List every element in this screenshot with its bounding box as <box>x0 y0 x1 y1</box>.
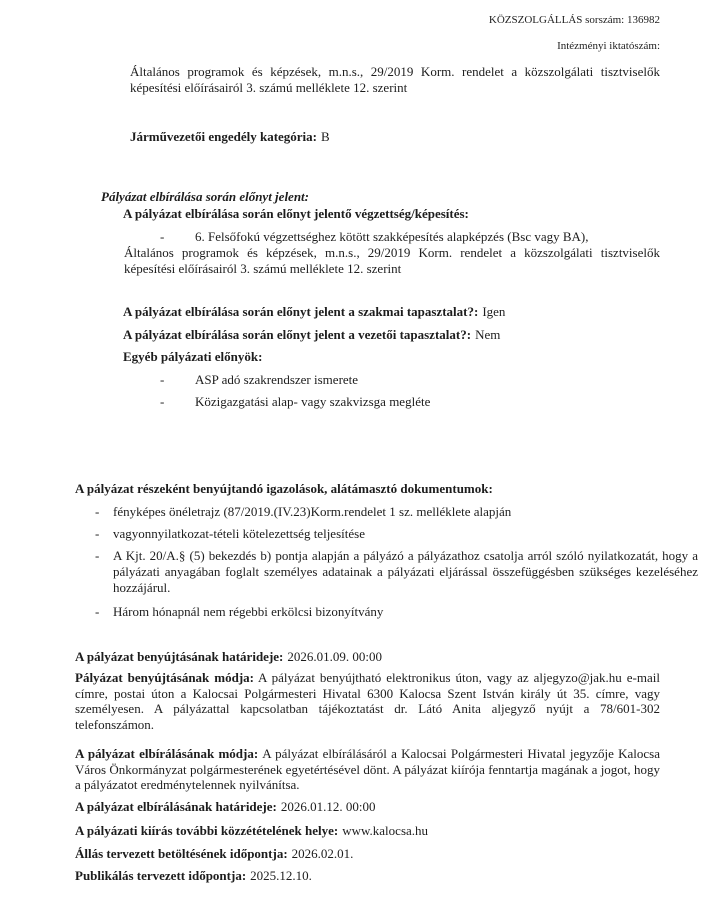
dash-bullet: - <box>160 394 165 409</box>
driving-license-line <box>130 129 330 145</box>
professional-experience-value: Igen <box>482 304 506 319</box>
advantage-item-continuation: Általános programok és képzések, m.n.s., 29/2019 Korm. rendelet a közszolgálati tisztviselők képesítési előírásairól 3. számú melléklete 12. szerint <box>124 245 660 276</box>
dash-bullet: - <box>95 504 100 519</box>
position-start-date-label: Állás tervezett betöltésének időpontja: <box>75 846 288 861</box>
driving-license-value: B <box>321 129 330 144</box>
serial-number-line: KÖZSZOLGÁLLÁS sorszám: 136982 <box>488 14 660 26</box>
publication-date-line <box>75 868 660 884</box>
document-list-item <box>75 604 698 620</box>
document-list-item <box>75 548 698 596</box>
document-item-text: fényképes önéletrajz (87/2019.(IV.23)Korm.rendelet 1 sz. melléklete alapján <box>113 504 512 519</box>
document-item-text: Három hónapnál nem régebbi erkölcsi bizonyítvány <box>113 604 384 619</box>
evaluation-method-label: A pályázat elbírálásának módja: <box>75 746 259 761</box>
required-documents-heading: A pályázat részeként benyújtandó igazolások, alátámasztó dokumentumok: <box>75 481 493 496</box>
leadership-experience-line <box>123 327 500 343</box>
advantages-subheading: A pályázat elbírálása során előnyt jelentő végzettség/képesítés: <box>123 206 469 221</box>
advantage-qualification-item <box>124 229 660 277</box>
position-start-date-value: 2026.02.01. <box>291 846 354 861</box>
advantage-item-first-line <box>124 229 660 245</box>
publication-date-value: 2025.12.10. <box>250 868 312 883</box>
evaluation-deadline-line <box>75 799 660 815</box>
other-advantage-item <box>124 372 713 388</box>
evaluation-method-value: A pályázat elbírálásáról a Kalocsai Polgármesteri Hivatal jegyzője Kalocsa Város Önkormányzat polgármesterének egyetértésével dönt. A pályázat kiírója fenntartja magának a jogot, hogy a pályázatot eredménytelennek nyilvánítsa. <box>75 746 660 793</box>
professional-experience-label: A pályázat elbírálása során előnyt jelent a szakmai tapasztalat?: <box>123 304 479 319</box>
registry-number-label: Intézményi iktatószám: <box>557 40 660 52</box>
publication-date-label: Publikálás tervezett időpontja: <box>75 868 247 883</box>
publication-place-line <box>75 823 660 839</box>
submission-deadline-label: A pályázat benyújtásának határideje: <box>75 649 284 664</box>
evaluation-deadline-label: A pályázat elbírálásának határideje: <box>75 799 277 814</box>
dash-bullet: - <box>95 526 100 541</box>
document-item-text: vagyonnyilatkozat-tételi kötelezettség teljesítése <box>113 526 365 541</box>
dash-bullet: - <box>95 548 100 563</box>
professional-experience-line <box>123 304 505 320</box>
position-start-date-line <box>75 846 660 862</box>
leadership-experience-value: Nem <box>475 327 501 342</box>
submission-method-value: A pályázat benyújtható elektronikus úton, vagy az aljegyzo@jak.hu e-mail címre, postai úton a Kalocsai Polgármesteri Hivatal 6300 Kalocsa Szent István király út 35. címre, vagy személyesen. A pályázattal kapcsolatban tájékoztatást dr. Látó Anita aljegyző nyújt a 78/601-302 telefonszámon. <box>75 670 660 732</box>
advantage-item-first-text: 6. Felsőfokú végzettséghez kötött szakképesítés alapképzés (Bsc vagy BA), <box>195 229 589 244</box>
document-list-item <box>75 504 698 520</box>
publication-place-value: www.kalocsa.hu <box>342 823 429 838</box>
driving-license-label: Járművezetői engedély kategória: <box>130 129 318 144</box>
other-advantage-item <box>124 394 713 410</box>
advantages-heading: Pályázat elbírálása során előnyt jelent: <box>101 189 309 204</box>
dash-bullet: - <box>160 372 165 387</box>
publication-place-label: A pályázati kiírás további közzétételének helye: <box>75 823 339 838</box>
other-advantage-text: ASP adó szakrendszer ismerete <box>195 372 359 387</box>
leadership-experience-label: A pályázat elbírálása során előnyt jelent a vezetői tapasztalat?: <box>123 327 472 342</box>
document-item-text: A Kjt. 20/A.§ (5) bekezdés b) pontja alapján a pályázó a pályázathoz csatolja arról szóló nyilatkozatát, hogy a pályázati anyagában foglalt személyes adatainak a pályázati eljárással összefüggésben szükséges kezeléséhez hozzájárul. <box>113 548 698 595</box>
submission-method-label: Pályázat benyújtásának módja: <box>75 670 254 685</box>
submission-deadline-value: 2026.01.09. 00:00 <box>287 649 382 664</box>
qualification-paragraph: Általános programok és képzések, m.n.s., 29/2019 Korm. rendelet a közszolgálati tisztviselők képesítési előírásairól 3. számú melléklete 12. szerint <box>130 64 660 95</box>
document-list-item <box>75 526 698 542</box>
dash-bullet: - <box>95 604 100 619</box>
submission-method-paragraph <box>75 670 660 732</box>
evaluation-method-paragraph <box>75 746 660 793</box>
other-advantages-heading: Egyéb pályázati előnyök: <box>123 349 263 364</box>
evaluation-deadline-value: 2026.01.12. 00:00 <box>280 799 376 814</box>
dash-bullet: - <box>160 229 165 244</box>
submission-deadline-line <box>75 649 660 665</box>
other-advantage-text: Közigazgatási alap- vagy szakvizsga megléte <box>195 394 431 409</box>
